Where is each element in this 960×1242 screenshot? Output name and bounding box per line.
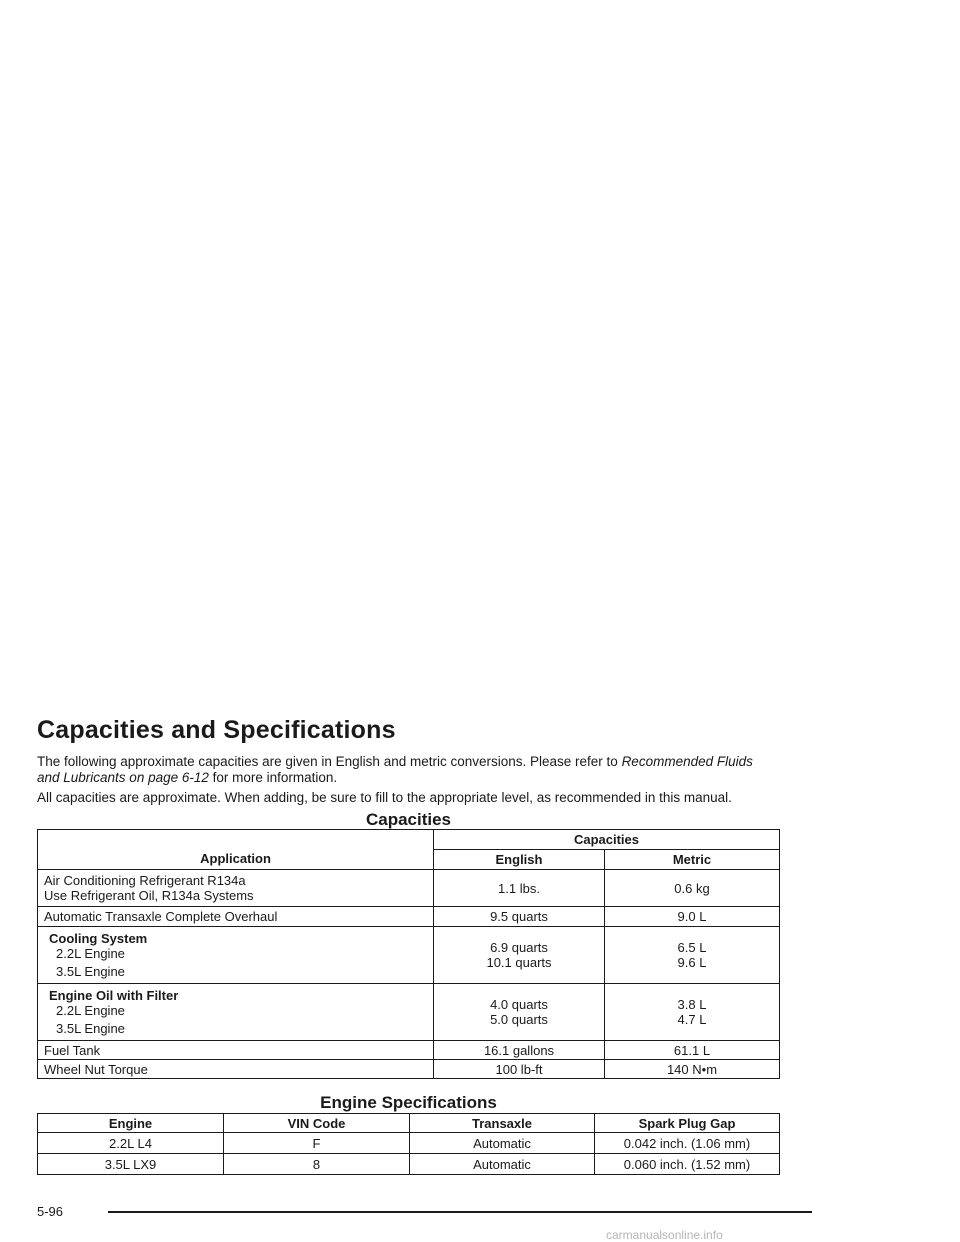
intro-reference: Recommended Fluids and Lubricants on page 6-12 [37, 754, 753, 785]
cell-engine: 3.5L LX9 [38, 1154, 224, 1175]
table-row [38, 1154, 780, 1175]
cell-vin-code: F [224, 1133, 410, 1154]
cell-value-line: 9.6 L [677, 955, 707, 970]
cell-application [38, 870, 434, 907]
header-capacities: Capacities [434, 830, 780, 850]
cell-sub-label: 2.2L Engine [56, 1003, 125, 1018]
cell-value-line: 6.5 L [677, 940, 707, 955]
cell-spark-plug-gap: 0.042 inch. (1.06 mm) [595, 1133, 780, 1154]
cell-group-label: Engine Oil with Filter [49, 988, 179, 1003]
capacities-table [37, 829, 780, 1079]
intro-text: The following approximate capacities are given in English and metric conversions. Please refer to [37, 754, 622, 769]
header-vin-code: VIN Code [224, 1114, 410, 1133]
cell-metric [605, 984, 780, 1041]
cell-application: Automatic Transaxle Complete Overhaul [38, 907, 434, 927]
cell-value-line: 5.0 quarts [490, 1012, 548, 1027]
cell-application: Fuel Tank [38, 1041, 434, 1060]
cell-english [434, 984, 605, 1041]
table-header-row [38, 1114, 780, 1133]
cell-english: 100 lb-ft [434, 1060, 605, 1079]
table-row [38, 1060, 780, 1079]
cell-application: Wheel Nut Torque [38, 1060, 434, 1079]
cell-value-line: 10.1 quarts [486, 955, 552, 970]
cell-group-label: Cooling System [49, 931, 148, 946]
table-row [38, 870, 780, 907]
table-row [38, 1041, 780, 1060]
intro-tail: for more information. [208, 770, 338, 785]
cell-metric: 9.0 L [605, 907, 780, 927]
cell-english: 16.1 gallons [434, 1041, 605, 1060]
cell-sub-label: 2.2L Engine [56, 946, 125, 961]
table-row [38, 984, 780, 1041]
cell-english: 1.1 lbs. [434, 870, 605, 907]
cell-application-line: Air Conditioning Refrigerant R134a [44, 873, 246, 888]
header-engine: Engine [38, 1114, 224, 1133]
engine-specs-table-title: Engine Specifications [320, 1093, 497, 1112]
table-row [38, 1133, 780, 1154]
cell-metric: 0.6 kg [605, 870, 780, 907]
page-title: Capacities and Specifications [37, 716, 396, 744]
cell-english [434, 927, 605, 984]
header-spark-plug-gap: Spark Plug Gap [595, 1114, 780, 1133]
cell-application [38, 927, 434, 984]
page-number: 5-96 [37, 1204, 64, 1219]
cell-application-line: Use Refrigerant Oil, R134a Systems [44, 888, 254, 903]
cell-sub-label: 3.5L Engine [56, 1021, 125, 1036]
cell-sub-label: 3.5L Engine [56, 964, 125, 979]
cell-transaxle: Automatic [410, 1133, 595, 1154]
cell-value-line: 4.0 quarts [490, 997, 548, 1012]
header-english: English [434, 850, 605, 870]
engine-specs-table [37, 1113, 780, 1175]
cell-value-line: 4.7 L [677, 1012, 707, 1027]
cell-metric: 61.1 L [605, 1041, 780, 1060]
cell-spark-plug-gap: 0.060 inch. (1.52 mm) [595, 1154, 780, 1175]
table-row [38, 927, 780, 984]
header-transaxle: Transaxle [410, 1114, 595, 1133]
cell-value-line: 3.8 L [677, 997, 707, 1012]
approximate-note: All capacities are approximate. When adding, be sure to fill to the appropriate level, as recommended in this manual. [37, 790, 732, 805]
cell-transaxle: Automatic [410, 1154, 595, 1175]
footer-rule [108, 1211, 812, 1213]
cell-engine: 2.2L L4 [38, 1133, 224, 1154]
cell-application [38, 984, 434, 1041]
cell-metric: 140 N•m [605, 1060, 780, 1079]
header-application: Application [38, 830, 434, 870]
watermark: carmanualsonline.info [606, 1228, 723, 1242]
cell-vin-code: 8 [224, 1154, 410, 1175]
table-row [38, 907, 780, 927]
capacities-table-title: Capacities [365, 810, 452, 829]
header-metric: Metric [605, 850, 780, 870]
table-header-row [38, 830, 780, 850]
cell-metric [605, 927, 780, 984]
cell-english: 9.5 quarts [434, 907, 605, 927]
cell-value-line: 6.9 quarts [490, 940, 548, 955]
intro-paragraph [37, 754, 767, 786]
